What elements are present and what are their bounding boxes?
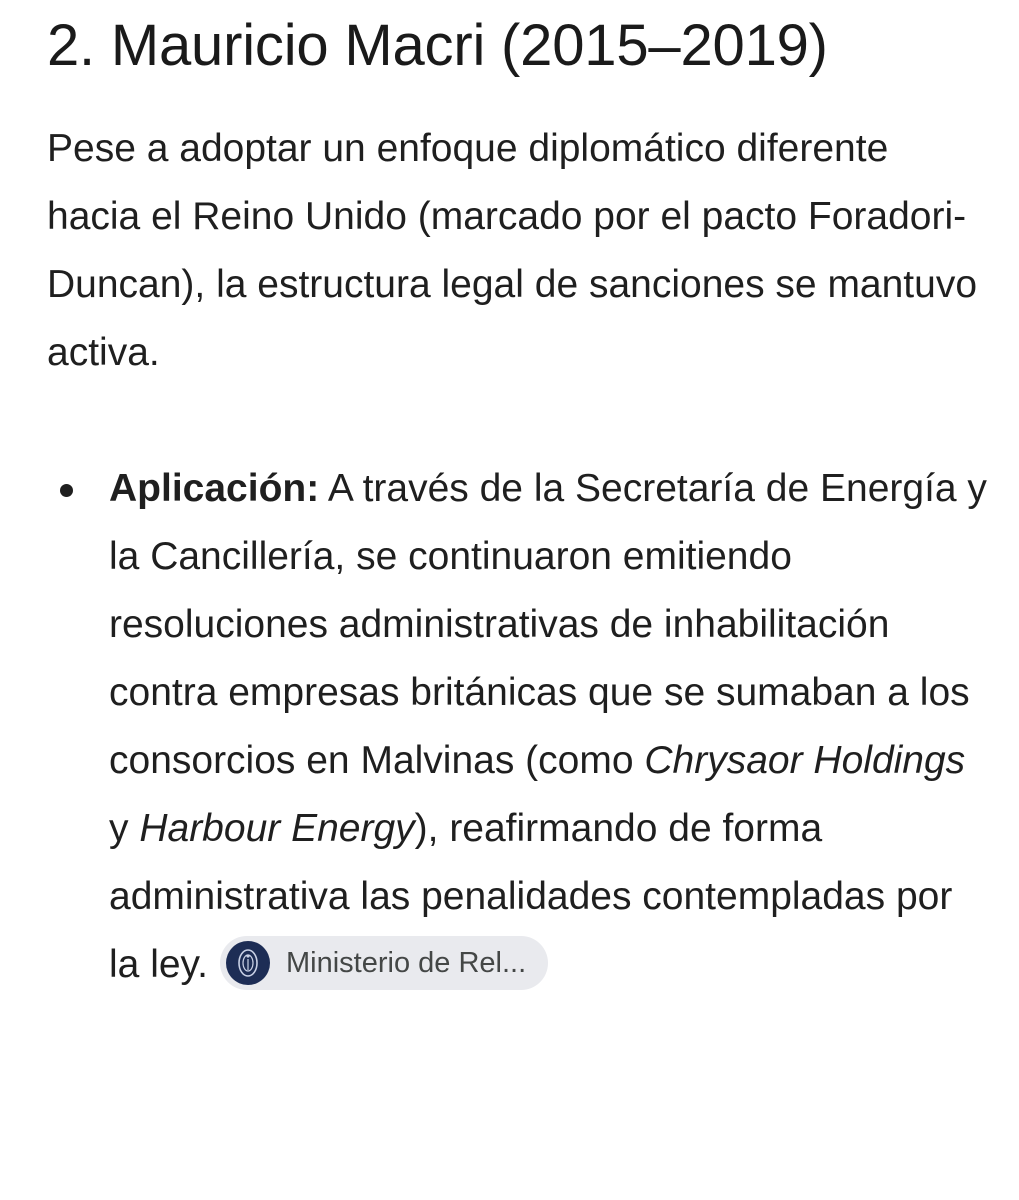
answer-content — [47, 0, 987, 999]
source-chip-label: Ministerio de Rel... — [286, 946, 527, 979]
bullet-label: Aplicación: — [109, 467, 320, 510]
bullet-text: ), reafirmando de forma administrativa las penalidades contempladas por la ley. — [109, 807, 953, 986]
source-chip[interactable] — [220, 936, 548, 990]
section-heading: 2. Mauricio Macri (2015–2019) — [47, 13, 828, 78]
list-item — [47, 455, 987, 999]
bullet-dot-icon — [60, 484, 73, 497]
bullet-text: y — [109, 807, 140, 850]
company-name: Chrysaor Holdings — [644, 739, 966, 782]
bullet-list — [47, 455, 987, 999]
intro-paragraph: Pese a adoptar un enfoque diplomático diferente hacia el Reino Unido (marcado por el pacto Foradori-Duncan), la estructura legal de sanciones se mantuvo activa. — [47, 127, 978, 374]
company-name: Harbour Energy — [139, 807, 415, 850]
bullet-text: A través de la Secretaría de Energía y la Cancillería, se continuaron emitiendo resoluciones administrativas de inhabilitación contra empresas británicas que se sumaban a los consorcios en Malvinas (como — [109, 467, 987, 782]
ministry-seal-icon — [226, 941, 270, 985]
